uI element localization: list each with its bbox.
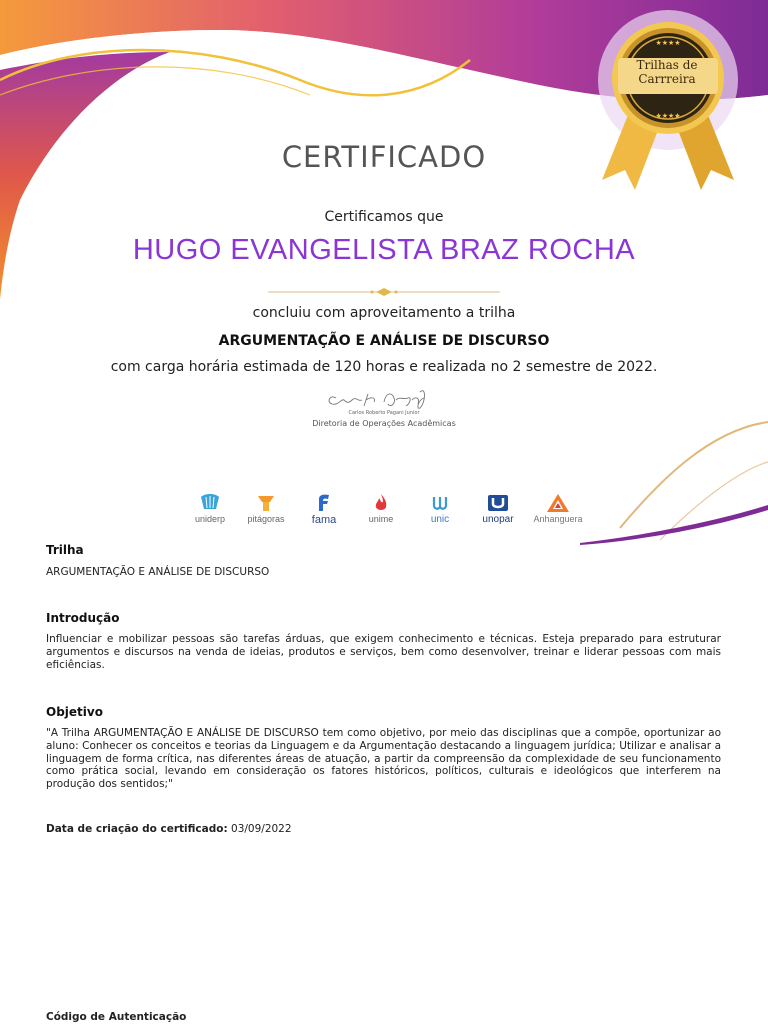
logo-label: unopar (482, 514, 514, 525)
authentication-code-label: Código de Autenticação (46, 1011, 187, 1023)
ornament-divider (268, 287, 500, 297)
section-text: "A Trilha ARGUMENTAÇÃO E ANÁLISE DE DISCURSO tem como objetivo, por meio das disciplinas que a compõe, oportunizar ao aluno: Conhecer os conceitos e teorias da Linguagem e da Argumentação destacando a linguagem jurídica; Utilizar e analisar a linguagem de forma crítica, nas diferentes áreas de atuação, a partir da compreensão da complexidade de seu funcionamento como prática social, levando em consideração os fatores históricos, políticos, culturais e ideológicos que interferem na produção dos sentidos;" (46, 727, 721, 791)
certificate-date (46, 823, 292, 835)
course-name: ARGUMENTAÇÃO E ANÁLISE DE DISCURSO (218, 333, 550, 349)
date-value: 03/09/2022 (231, 823, 292, 835)
certificate-title: CERTIFICADO (281, 140, 487, 174)
anhanguera-logo-icon (546, 493, 570, 513)
section-text: Influenciar e mobilizar pessoas são tarefas árduas, que exigem conhecimento e técnicas. Esteja preparado para estruturar argumentos e discursos na venda de ideias, produtos e serviços, bem como desenvolver, treinar e liderar pessoas com mais eficiências. (46, 633, 721, 671)
signature-role: Diretoria de Operações Acadêmicas (312, 419, 456, 428)
section-heading: Introdução (46, 611, 120, 625)
section-trilha (46, 543, 721, 579)
workload-text: com carga horária estimada de 120 horas e realizada no 2 semestre de 2022. (110, 359, 658, 375)
svg-text:★★★★: ★★★★ (655, 39, 681, 47)
logo-unic (410, 493, 470, 525)
unime-flame-icon (373, 493, 389, 513)
logo-label: unic (430, 514, 450, 525)
section-heading: Objetivo (46, 705, 103, 719)
seal-line-1: Trilhas de (636, 58, 698, 72)
seal-label (612, 58, 722, 86)
uniderp-logo-icon (199, 493, 221, 513)
seal-line-2: Carrreira (638, 72, 696, 86)
logo-unime (351, 493, 411, 524)
unic-logo-icon (431, 493, 449, 513)
pitagoras-logo-icon (256, 493, 276, 513)
svg-text:★★★★: ★★★★ (655, 112, 681, 120)
logo-anhanguera (528, 493, 588, 524)
section-text: ARGUMENTAÇÃO E ANÁLISE DE DISCURSO (46, 566, 270, 578)
section-heading: Trilha (46, 543, 84, 557)
unopar-logo-icon (487, 493, 509, 513)
logo-label: Anhanguera (533, 514, 583, 524)
logo-label: unime (368, 514, 394, 524)
section-objetivo (46, 705, 721, 791)
fama-logo-icon (315, 493, 333, 513)
date-label: Data de criação do certificado: (46, 823, 228, 835)
partner-logos (180, 493, 590, 533)
logo-uniderp (180, 493, 240, 524)
signature-name: Carlos Roberto Pagani Junior (348, 410, 420, 416)
logo-label: fama (311, 514, 337, 526)
completion-text: concluiu com aproveitamento a trilha (252, 305, 516, 321)
logo-fama (294, 493, 354, 526)
certify-text: Certificamos que (324, 209, 444, 225)
logo-pitagoras (236, 493, 296, 524)
logo-label: pitágoras (247, 514, 285, 524)
logo-label: uniderp (194, 514, 226, 524)
recipient-name: HUGO EVANGELISTA BRAZ ROCHA (132, 234, 636, 266)
section-introducao (46, 611, 721, 671)
logo-unopar (468, 493, 528, 525)
